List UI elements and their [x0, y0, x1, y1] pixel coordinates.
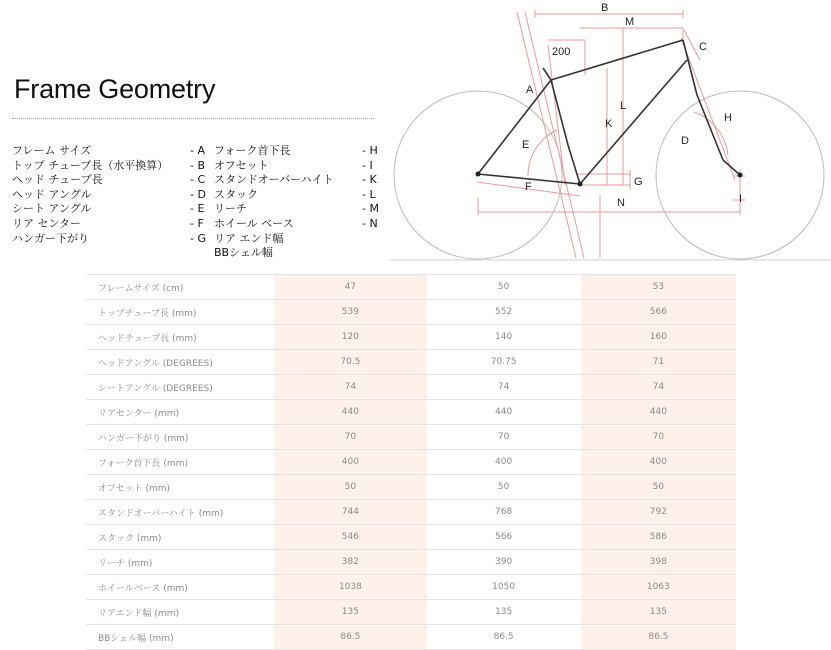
row-label: オフセット (mm) [86, 475, 274, 500]
size-value-cell: 86.5 [581, 625, 736, 650]
legend-item [12, 231, 206, 247]
size-value-cell: 768 [427, 500, 581, 525]
size-value-cell: 135 [581, 600, 736, 625]
row-label: リーチ (mm) [86, 550, 274, 575]
size-value-cell: 1038 [274, 575, 426, 600]
size-value-cell: 70.75 [427, 350, 581, 375]
dim-label-c: C [699, 41, 707, 53]
row-label: トップチューブ長 (mm) [86, 300, 274, 325]
size-value-cell: 120 [274, 325, 426, 350]
table-row [86, 450, 736, 475]
size-value-cell: 382 [274, 550, 426, 575]
size-value-cell: 50 [427, 275, 581, 300]
size-value-cell: 50 [581, 475, 736, 500]
legend-code: - K [362, 173, 377, 187]
legend-right [214, 144, 379, 261]
size-value-cell: 566 [427, 525, 581, 550]
size-value-cell: 400 [274, 450, 426, 475]
legend-label: スタック [214, 187, 258, 201]
size-value-cell: 400 [581, 450, 736, 475]
dim-label-h: H [724, 112, 732, 124]
table-row [86, 525, 736, 550]
dim-label-i: I [739, 193, 743, 205]
legend-code: - M [362, 202, 379, 216]
size-value-cell: 160 [581, 325, 736, 350]
size-value-cell: 792 [581, 500, 736, 525]
table-row [86, 625, 736, 650]
size-value-cell: 586 [581, 525, 736, 550]
table-row [86, 550, 736, 575]
row-label: ハンガー下がり (mm) [86, 425, 274, 450]
legend-item [214, 159, 374, 174]
legend-code: - B [190, 158, 206, 172]
row-label: フォーク首下長 (mm) [86, 450, 274, 475]
size-value-cell: 390 [427, 550, 581, 575]
dim-label-e: E [522, 139, 530, 151]
legend-code: - G [190, 231, 206, 245]
size-value-cell: 440 [427, 400, 581, 425]
table-row [86, 500, 736, 525]
row-label: リアエンド幅 (mm) [86, 600, 274, 625]
legend-code: - E [190, 202, 205, 216]
legend-item [214, 173, 377, 188]
legend-item [214, 232, 374, 247]
dim-label-200: 200 [552, 46, 571, 58]
row-label: スタック (mm) [86, 525, 274, 550]
legend-label: トップ チューブ長（水平換算） [12, 158, 169, 172]
size-value-cell: 70 [581, 425, 736, 450]
dim-label-f: F [525, 181, 532, 193]
table-row [86, 575, 736, 600]
size-value-cell: 552 [427, 300, 581, 325]
table-row [86, 325, 736, 350]
page-title: Frame Geometry [14, 74, 216, 104]
dim-label-g: G [634, 176, 643, 188]
size-value-cell: 744 [274, 500, 426, 525]
size-value-cell: 1050 [427, 575, 581, 600]
legend-item [12, 144, 205, 159]
table-row [86, 600, 736, 625]
dim-label-d: D [681, 135, 689, 147]
legend-label: シート アングル [12, 202, 92, 216]
row-label: フレームサイズ (cm) [86, 275, 274, 300]
legend-item [12, 173, 206, 188]
size-value-cell: 539 [274, 300, 426, 325]
legend-label: フォーク首下長 [214, 144, 291, 157]
size-value-cell: 1063 [581, 575, 736, 600]
row-label: ヘッドチューブ長 (mm) [86, 325, 274, 350]
title-divider [12, 118, 374, 119]
frame-geometry-diagram [385, 0, 831, 262]
size-value-cell: 50 [274, 475, 426, 500]
size-value-cell: 440 [581, 400, 736, 425]
size-value-cell: 398 [581, 550, 736, 575]
row-label: スタンドオーバーハイト (mm) [86, 500, 274, 525]
size-value-cell: 135 [274, 600, 426, 625]
legend-item [214, 144, 378, 159]
legend-label: BBシェル幅 [214, 246, 273, 260]
legend-code: - C [190, 173, 206, 187]
size-value-cell: 47 [274, 275, 426, 300]
size-value-cell: 74 [274, 375, 426, 400]
row-label: BBシェル幅 (mm) [86, 625, 274, 650]
dim-label-a: A [526, 84, 534, 96]
legend-label: リーチ [214, 202, 247, 216]
size-value-cell: 53 [581, 275, 736, 300]
size-value-cell: 135 [427, 600, 581, 625]
legend-item [214, 216, 378, 232]
dim-label-n: N [617, 197, 625, 209]
legend-item [12, 158, 206, 174]
legend-label: リア エンド幅 [214, 231, 284, 245]
size-value-cell: 86.5 [274, 625, 426, 650]
legend-label: ヘッド アングル [12, 187, 92, 201]
size-value-cell: 140 [427, 325, 581, 350]
legend-label: オフセット [214, 158, 269, 172]
size-value-cell: 70 [427, 425, 581, 450]
bicycle-frame [478, 40, 740, 184]
legend-item [12, 187, 206, 203]
legend-item [12, 202, 205, 217]
legend-item [214, 246, 374, 261]
size-value-cell: 546 [274, 525, 426, 550]
size-value-cell: 50 [427, 475, 581, 500]
table-row [86, 475, 736, 500]
size-value-cell: 74 [581, 375, 736, 400]
table-row [86, 375, 736, 400]
legend-left [12, 144, 206, 246]
legend-label: リア センター [12, 216, 82, 230]
dim-label-m: M [625, 16, 635, 28]
legend-code: - L [362, 187, 376, 201]
size-value-cell: 400 [427, 450, 581, 475]
legend-item [12, 216, 204, 232]
legend-label: ヘッド チューブ長 [12, 173, 103, 187]
size-value-cell: 70 [274, 425, 426, 450]
legend-code: - F [190, 216, 204, 230]
table-row [86, 400, 736, 425]
table-row [86, 425, 736, 450]
legend-code: - D [190, 187, 206, 201]
size-value-cell: 74 [427, 375, 581, 400]
table-row [86, 300, 736, 325]
row-label: ヘッドアングル (DEGREES) [86, 350, 274, 375]
legend-code: - N [362, 216, 378, 230]
size-value-cell: 440 [274, 400, 426, 425]
size-value-cell: 86.5 [427, 625, 581, 650]
legend-label: スタンドオーバーハイト [214, 173, 334, 187]
dim-label-k: K [605, 118, 613, 130]
dim-label-b: B [601, 2, 609, 14]
geometry-table [86, 274, 736, 650]
legend-label: ハンガー下がり [12, 231, 89, 245]
legend-code: - H [362, 144, 378, 157]
row-label: ホイールベース (mm) [86, 575, 274, 600]
table-row [86, 350, 736, 375]
row-label: リアセンター (mm) [86, 400, 274, 425]
legend-item [214, 188, 374, 203]
legend-code: - A [190, 144, 205, 157]
dim-label-l: L [620, 100, 627, 112]
legend-code: - I [362, 158, 373, 172]
legend-item [214, 202, 379, 217]
table-row [86, 275, 736, 300]
row-label: シートアングル (DEGREES) [86, 375, 274, 400]
size-value-cell: 566 [581, 300, 736, 325]
legend-label: ホイール ベース [214, 216, 294, 230]
size-value-cell: 70.5 [274, 350, 426, 375]
size-value-cell: 71 [581, 350, 736, 375]
legend-label: フレーム サイズ [12, 144, 92, 157]
